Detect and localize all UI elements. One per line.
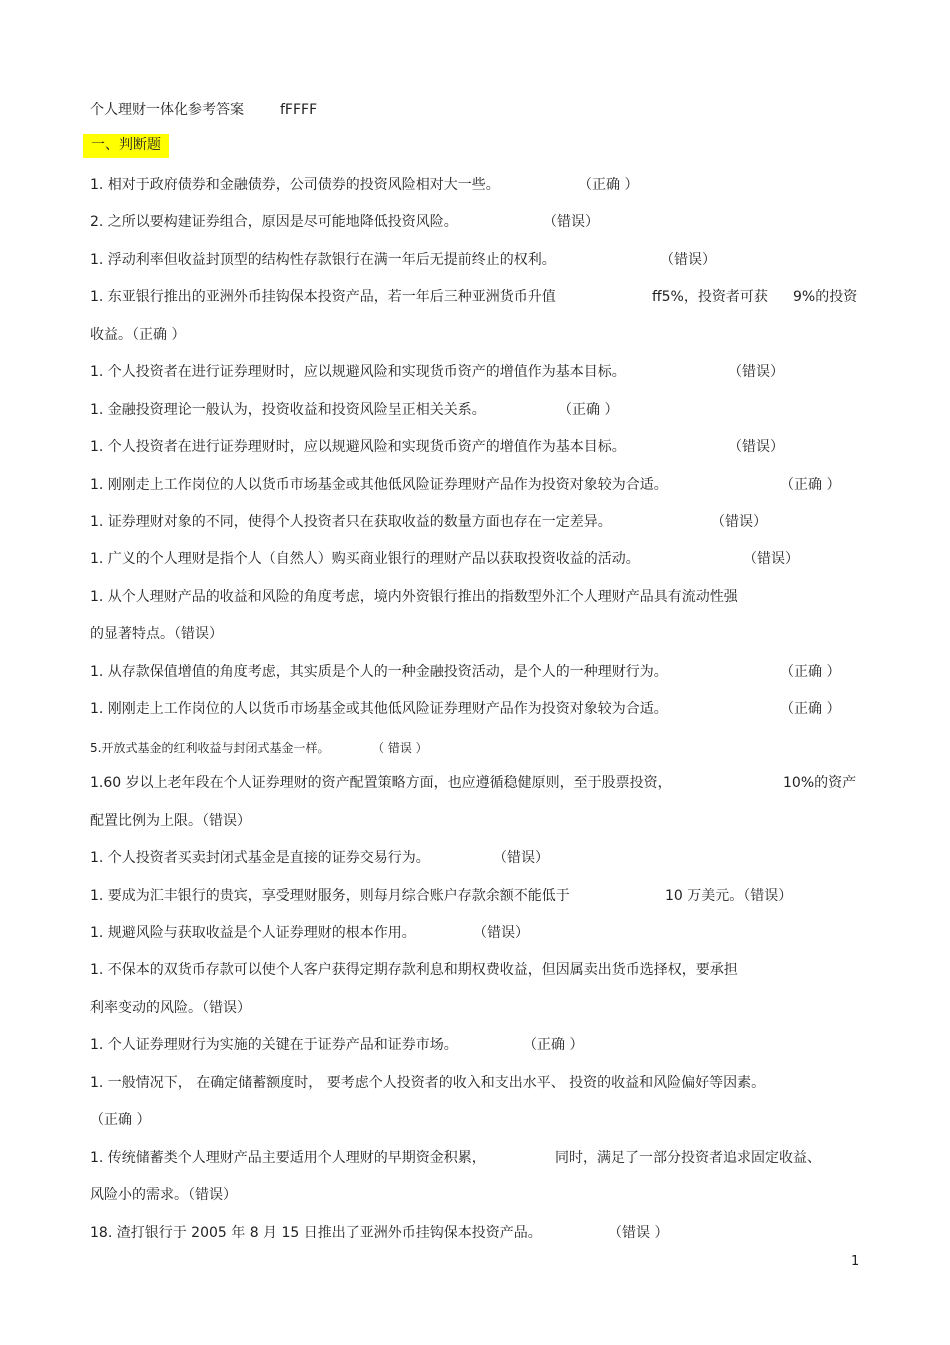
list-item: 1. 不保本的双货币存款可以使个人客户获得定期存款利息和期权费收益，但因属卖出货币选择权，要承担 — [90, 962, 738, 978]
list-item: 2. 之所以要构建证券组合，原因是尽可能地降低投资风险。 （错误） — [90, 214, 599, 230]
title-suffix: fFFFF — [280, 102, 318, 118]
list-item: 1. 从个人理财产品的收益和风险的角度考虑，境内外资银行推出的指数型外汇个人理财产品具有流动性强 — [90, 589, 738, 605]
list-item: 1. 个人投资者在进行证券理财时，应以规避风险和实现货币资产的增值作为基本目标。 （错误） — [90, 364, 784, 380]
list-item: 配置比例为上限。（错误） — [90, 813, 251, 829]
list-item: 1. 东亚银行推出的亚洲外币挂钩保本投资产品，若一年后三种亚洲货币升值 ff5%，投资者可获 9%的投资 — [90, 289, 858, 305]
list-item: 1. 相对于政府债券和金融债券，公司债券的投资风险相对大一些。 （正确 ） — [90, 177, 639, 193]
title-text: 个人理财一体化参考答案 — [90, 102, 244, 118]
list-item: 18. 渣打银行于 2005 年 8 月 15 日推出了亚洲外币挂钩保本投资产品。 （错误 ） — [90, 1225, 669, 1241]
page-number: 1 — [851, 1254, 860, 1269]
list-item: 1. 传统储蓄类个人理财产品主要适用个人理财的早期资金积累， 同时，满足了一部分投资者追求固定收益、 — [90, 1150, 821, 1166]
list-item: 1. 刚刚走上工作岗位的人以货币市场基金或其他低风险证券理财产品作为投资对象较为合适。 （正确 ） — [90, 477, 841, 493]
list-item: 1. 个人证券理财行为实施的关键在于证券产品和证券市场。 （正确 ） — [90, 1037, 584, 1053]
list-item: 1.60 岁以上老年段在个人证券理财的资产配置策略方面，也应遵循稳健原则，至于股票投资， 10%的资产 — [90, 775, 857, 791]
list-item: 风险小的需求。（错误） — [90, 1187, 237, 1203]
list-item: 1. 个人投资者买卖封闭式基金是直接的证券交易行为。 （错误） — [90, 850, 549, 866]
list-item: 1. 金融投资理论一般认为，投资收益和投资风险呈正相关关系。 （正确 ） — [90, 402, 619, 418]
list-item: 1. 要成为汇丰银行的贵宾，享受理财服务，则每月综合账户存款余额不能低于 10 万美元。（错误） — [90, 888, 793, 904]
list-item: 1. 个人投资者在进行证券理财时，应以规避风险和实现货币资产的增值作为基本目标。 （错误） — [90, 439, 784, 455]
list-item: 1. 广义的个人理财是指个人（自然人）购买商业银行的理财产品以获取投资收益的活动。 （错误） — [90, 551, 799, 567]
section-heading: 一、判断题 — [83, 134, 169, 158]
list-item: 1. 一般情况下， 在确定储蓄额度时， 要考虑个人投资者的收入和支出水平、 投资的收益和风险偏好等因素。 — [90, 1075, 766, 1091]
document-title — [90, 100, 318, 120]
list-item: 1. 刚刚走上工作岗位的人以货币市场基金或其他低风险证券理财产品作为投资对象较为合适。 （正确 ） — [90, 701, 841, 717]
list-item: 利率变动的风险。（错误） — [90, 1000, 251, 1016]
list-item: 1. 规避风险与获取收益是个人证券理财的根本作用。 （错误） — [90, 925, 529, 941]
list-item: （正确 ） — [90, 1112, 151, 1128]
list-item: 收益。（正确 ） — [90, 327, 186, 343]
list-item: 5.开放式基金的红利收益与封闭式基金一样。 （ 错误 ） — [90, 741, 428, 755]
list-item: 的显著特点。（错误） — [90, 626, 223, 642]
list-item: 1. 从存款保值增值的角度考虑，其实质是个人的一种金融投资活动，是个人的一种理财行为。 （正确 ） — [90, 664, 841, 680]
list-item: 1. 证券理财对象的不同，使得个人投资者只在获取收益的数量方面也存在一定差异。 （错误） — [90, 514, 767, 530]
list-item: 1. 浮动利率但收益封顶型的结构性存款银行在满一年后无提前终止的权利。 （错误） — [90, 252, 716, 268]
